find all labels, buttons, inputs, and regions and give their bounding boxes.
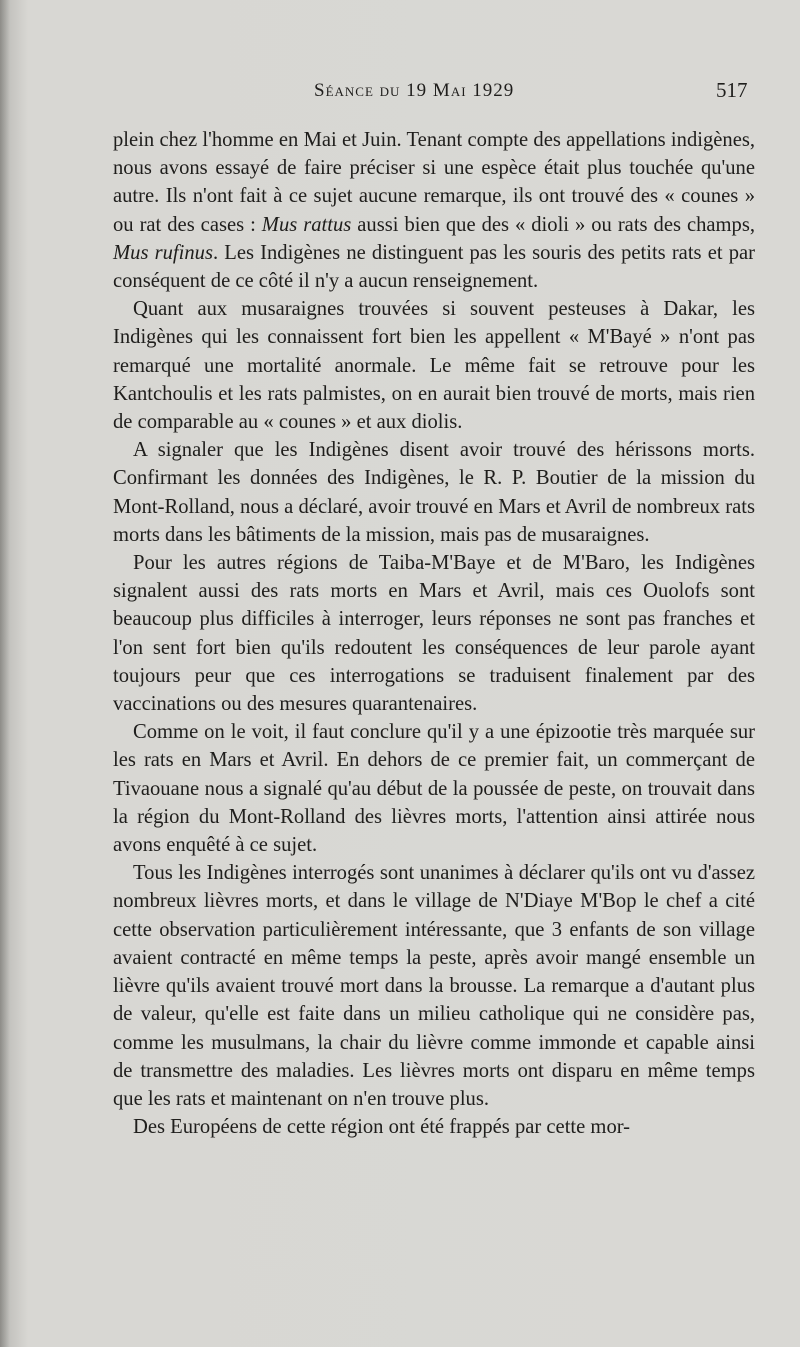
page-number: 517 (716, 78, 748, 102)
paragraph-1-text-b: aussi bien que des « dioli » ou rats des champs, (351, 213, 756, 236)
paragraph-2: Quant aux musaraignes trouvées si souvent pesteuses à Dakar, les Indigènes qui les connaissent fort bien les appellent « M'Bayé » n'ont pas remarqué une mortalité anormale. Le même fait se retrouve pour les Kantchoulis et les rats palmistes, on en aurait bien trouvé de morts, mais rien de comparable au « counes » et aux diolis. (113, 298, 755, 434)
paragraph-1-text-a: plein chez l'homme en Mai et Juin. Tenant compte des appellations indigènes, nous avons essayé de faire préciser si une espèce était plus touchée qu'une autre. Ils n'ont fait à ce sujet aucune remarque, ils ont trouvé des « counes » ou rat des cases : (113, 129, 755, 236)
species-name-mus-rattus: Mus rattus (261, 213, 352, 236)
paragraph-1-text-c: . Les Indigènes ne distinguent pas les souris des petits rats et par conséquent de ce côté il n'y a aucun renseignement. (113, 241, 755, 293)
paragraph-7: Des Européens de cette région ont été frappés par cette mor- (133, 1116, 631, 1139)
page-header (0, 80, 800, 110)
running-head: Séance du 19 Mai 1929 (314, 80, 515, 101)
paragraph-3: A signaler que les Indigènes disent avoir trouvé des hérissons morts. Confirmant les données des Indigènes, le R. P. Boutier de la mission du Mont-Rolland, nous a déclaré, avoir trouvé en Mars et Avril de nombreux rats morts dans les bâtiments de la mission, mais pas de musaraignes. (113, 439, 755, 546)
paragraph-5: Comme on le voit, il faut conclure qu'il y a une épizootie très marquée sur les rats en Mars et Avril. En dehors de ce premier fait, un commerçant de Tivaouane nous a signalé qu'au début de la poussée de peste, on trouvait dans la région du Mont-Rolland des lièvres morts, l'attention ainsi attirée nous avons enquêté à ce sujet. (113, 721, 755, 857)
species-name-mus-rufinus: Mus rufinus (113, 241, 213, 264)
paragraph-1 (113, 126, 755, 295)
paragraph-4: Pour les autres régions de Taiba-M'Baye et de M'Baro, les Indigènes signalent aussi des rats morts en Mars et Avril, mais ces Ouolofs sont beaucoup plus difficiles à interroger, leurs réponses ne sont pas franches et l'on sent fort bien qu'ils redoutent les conséquences de leur parole ayant toujours peur que ces interrogations se traduisent finalement par des vaccinations ou des mesures quarantenaires. (113, 552, 755, 716)
body-text (113, 126, 755, 1141)
paragraph-6: Tous les Indigènes interrogés sont unanimes à déclarer qu'ils ont vu d'assez nombreux lièvres morts, et dans le village de N'Diaye M'Bop le chef a cité cette observation particulièrement intéressante, que 3 enfants de son village avaient contracté en même temps la peste, après avoir mangé ensemble un lièvre qu'ils avaient trouvé mort dans la brousse. La remarque a d'autant plus de valeur, qu'elle est faite dans un milieu catholique qui ne considère pas, comme les musulmans, la chair du lièvre comme immonde et capable ainsi de transmettre des maladies. Les lièvres morts ont disparu en même temps que les rats et maintenant on n'en trouve plus. (113, 862, 755, 1110)
